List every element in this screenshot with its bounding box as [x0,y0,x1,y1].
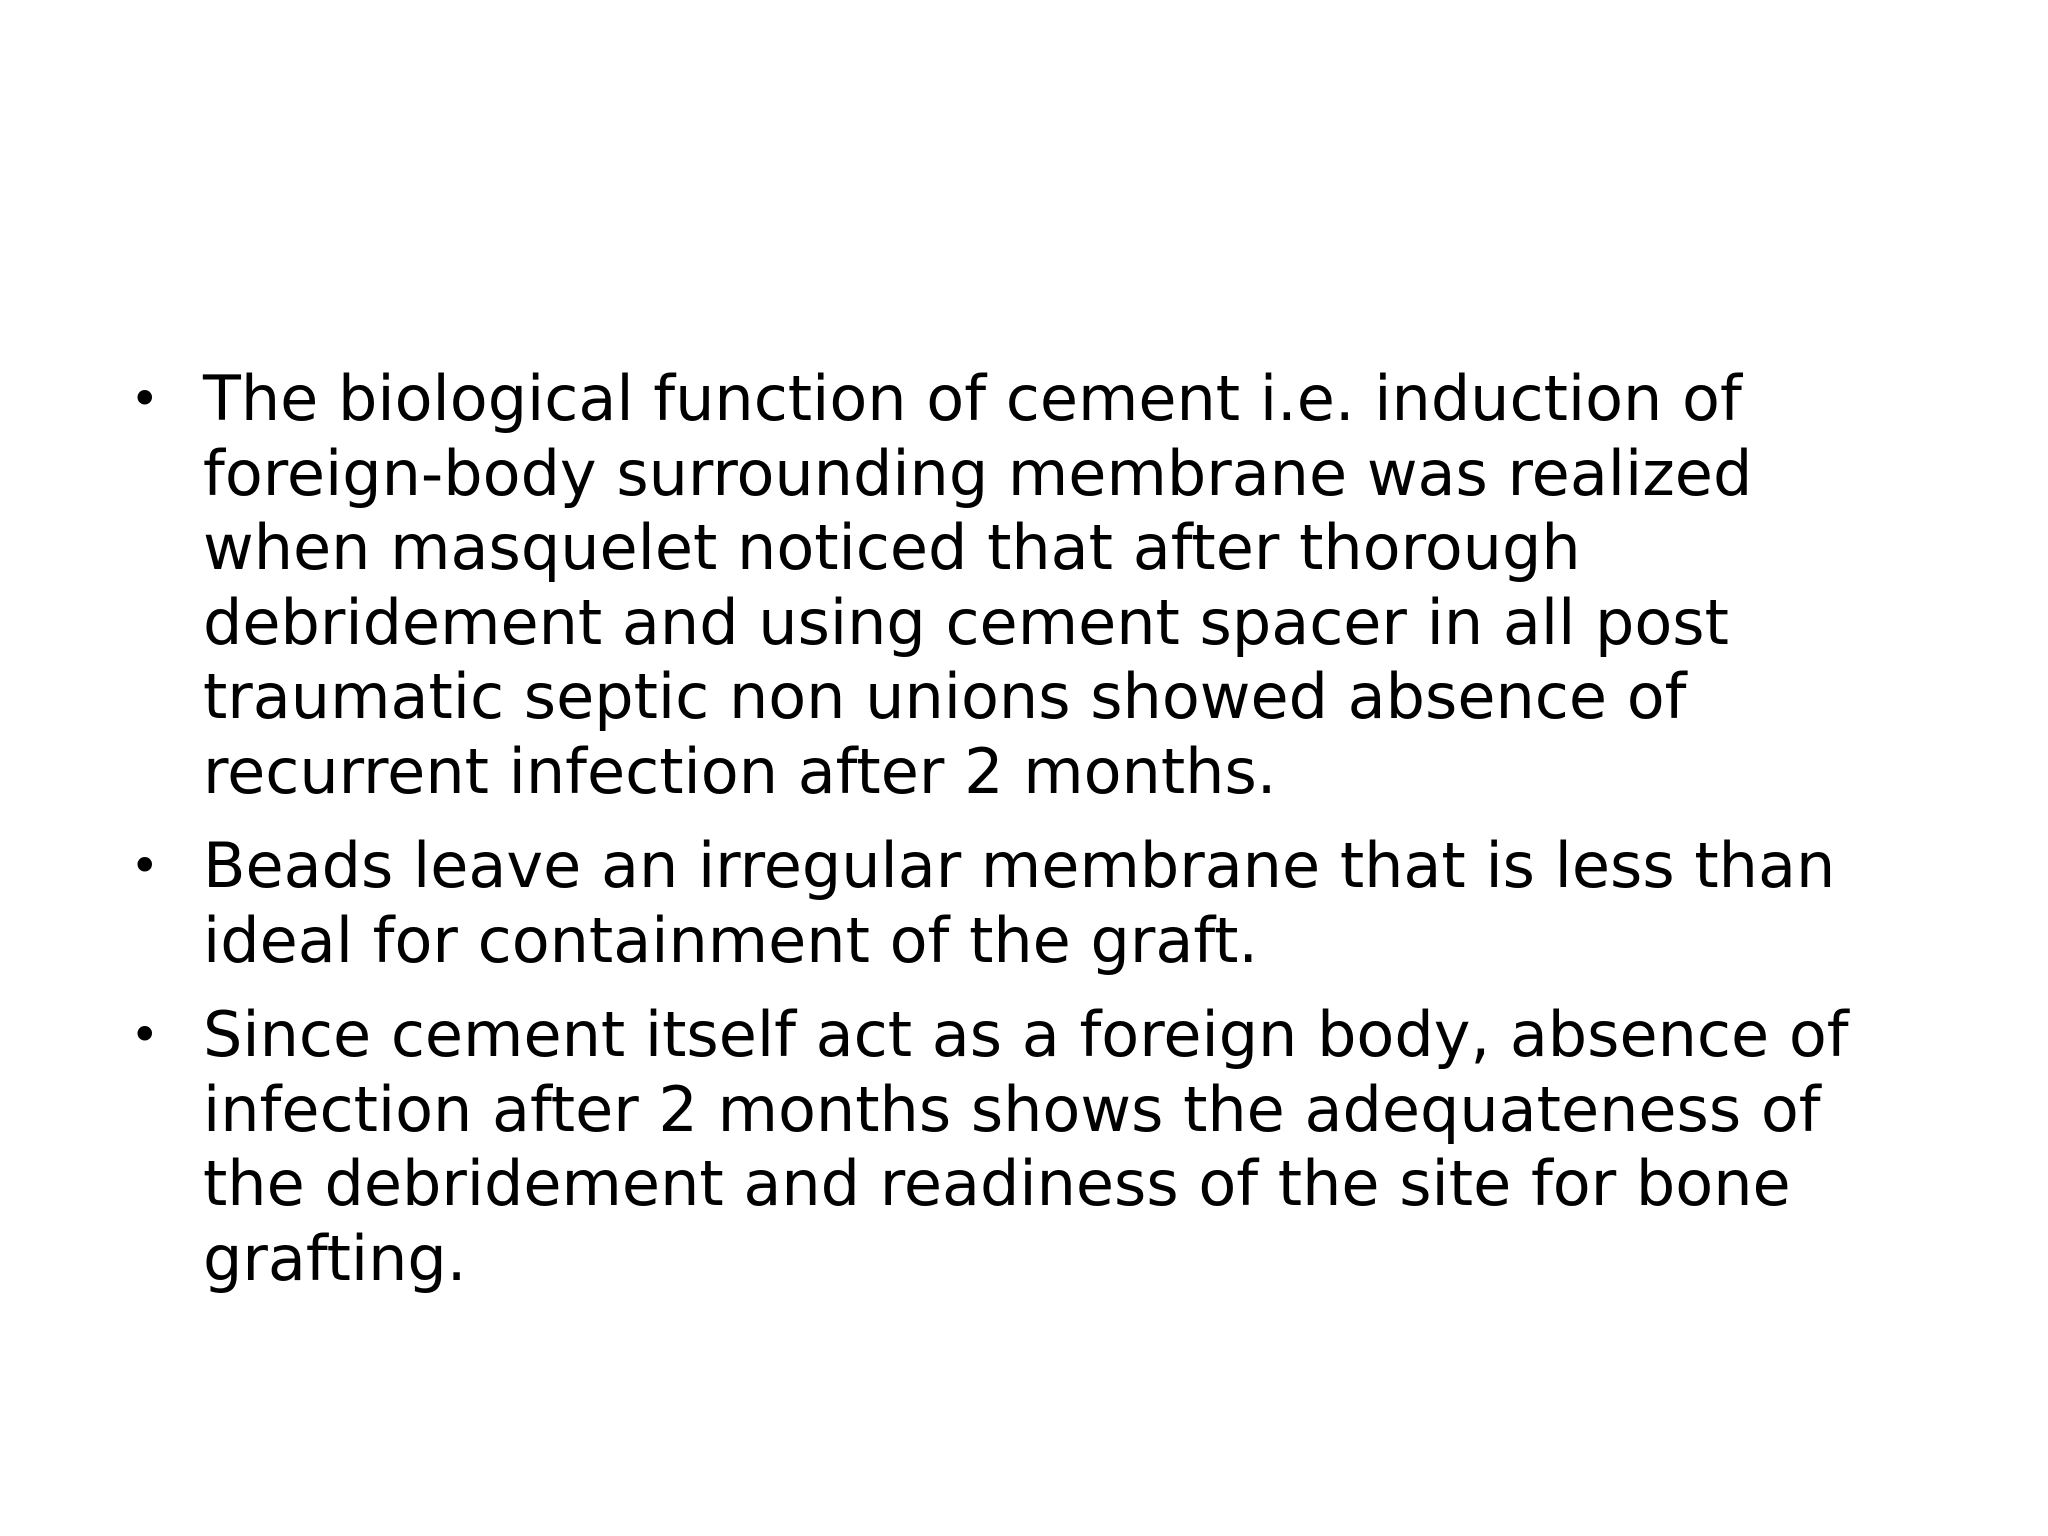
bullet-line: the debridement and readiness of the site for bone [203,1147,1791,1220]
bullet-list [120,362,1920,1296]
bullet-line: traumatic septic non unions showed absence of [203,660,1687,733]
bullet-item [120,362,1920,809]
bullet-line: when masquelet noticed that after thorough [203,511,1581,584]
bullet-item [120,829,1920,978]
bullet-line: infection after 2 months shows the adequateness of [203,1072,1821,1146]
bullet-dot-icon: • [130,837,160,895]
bullet-line: grafting. [203,1221,467,1295]
bullet-line: ideal for containment of the graft. [203,903,1259,977]
bullet-line: Beads leave an irregular membrane that is less than [203,829,1836,902]
bullet-line: recurrent infection after 2 months. [203,734,1277,808]
slide-body [120,362,1920,1316]
bullet-line: Since cement itself act as a foreign body, absence of [203,998,1849,1071]
bullet-dot-icon: • [130,1006,160,1064]
bullet-item [120,998,1920,1296]
bullet-line: The biological function of cement i.e. induction of [203,362,1742,435]
bullet-dot-icon: • [130,370,160,428]
bullet-line: debridement and using cement spacer in all post [203,585,1729,659]
bullet-line: foreign-body surrounding membrane was realized [203,436,1753,510]
